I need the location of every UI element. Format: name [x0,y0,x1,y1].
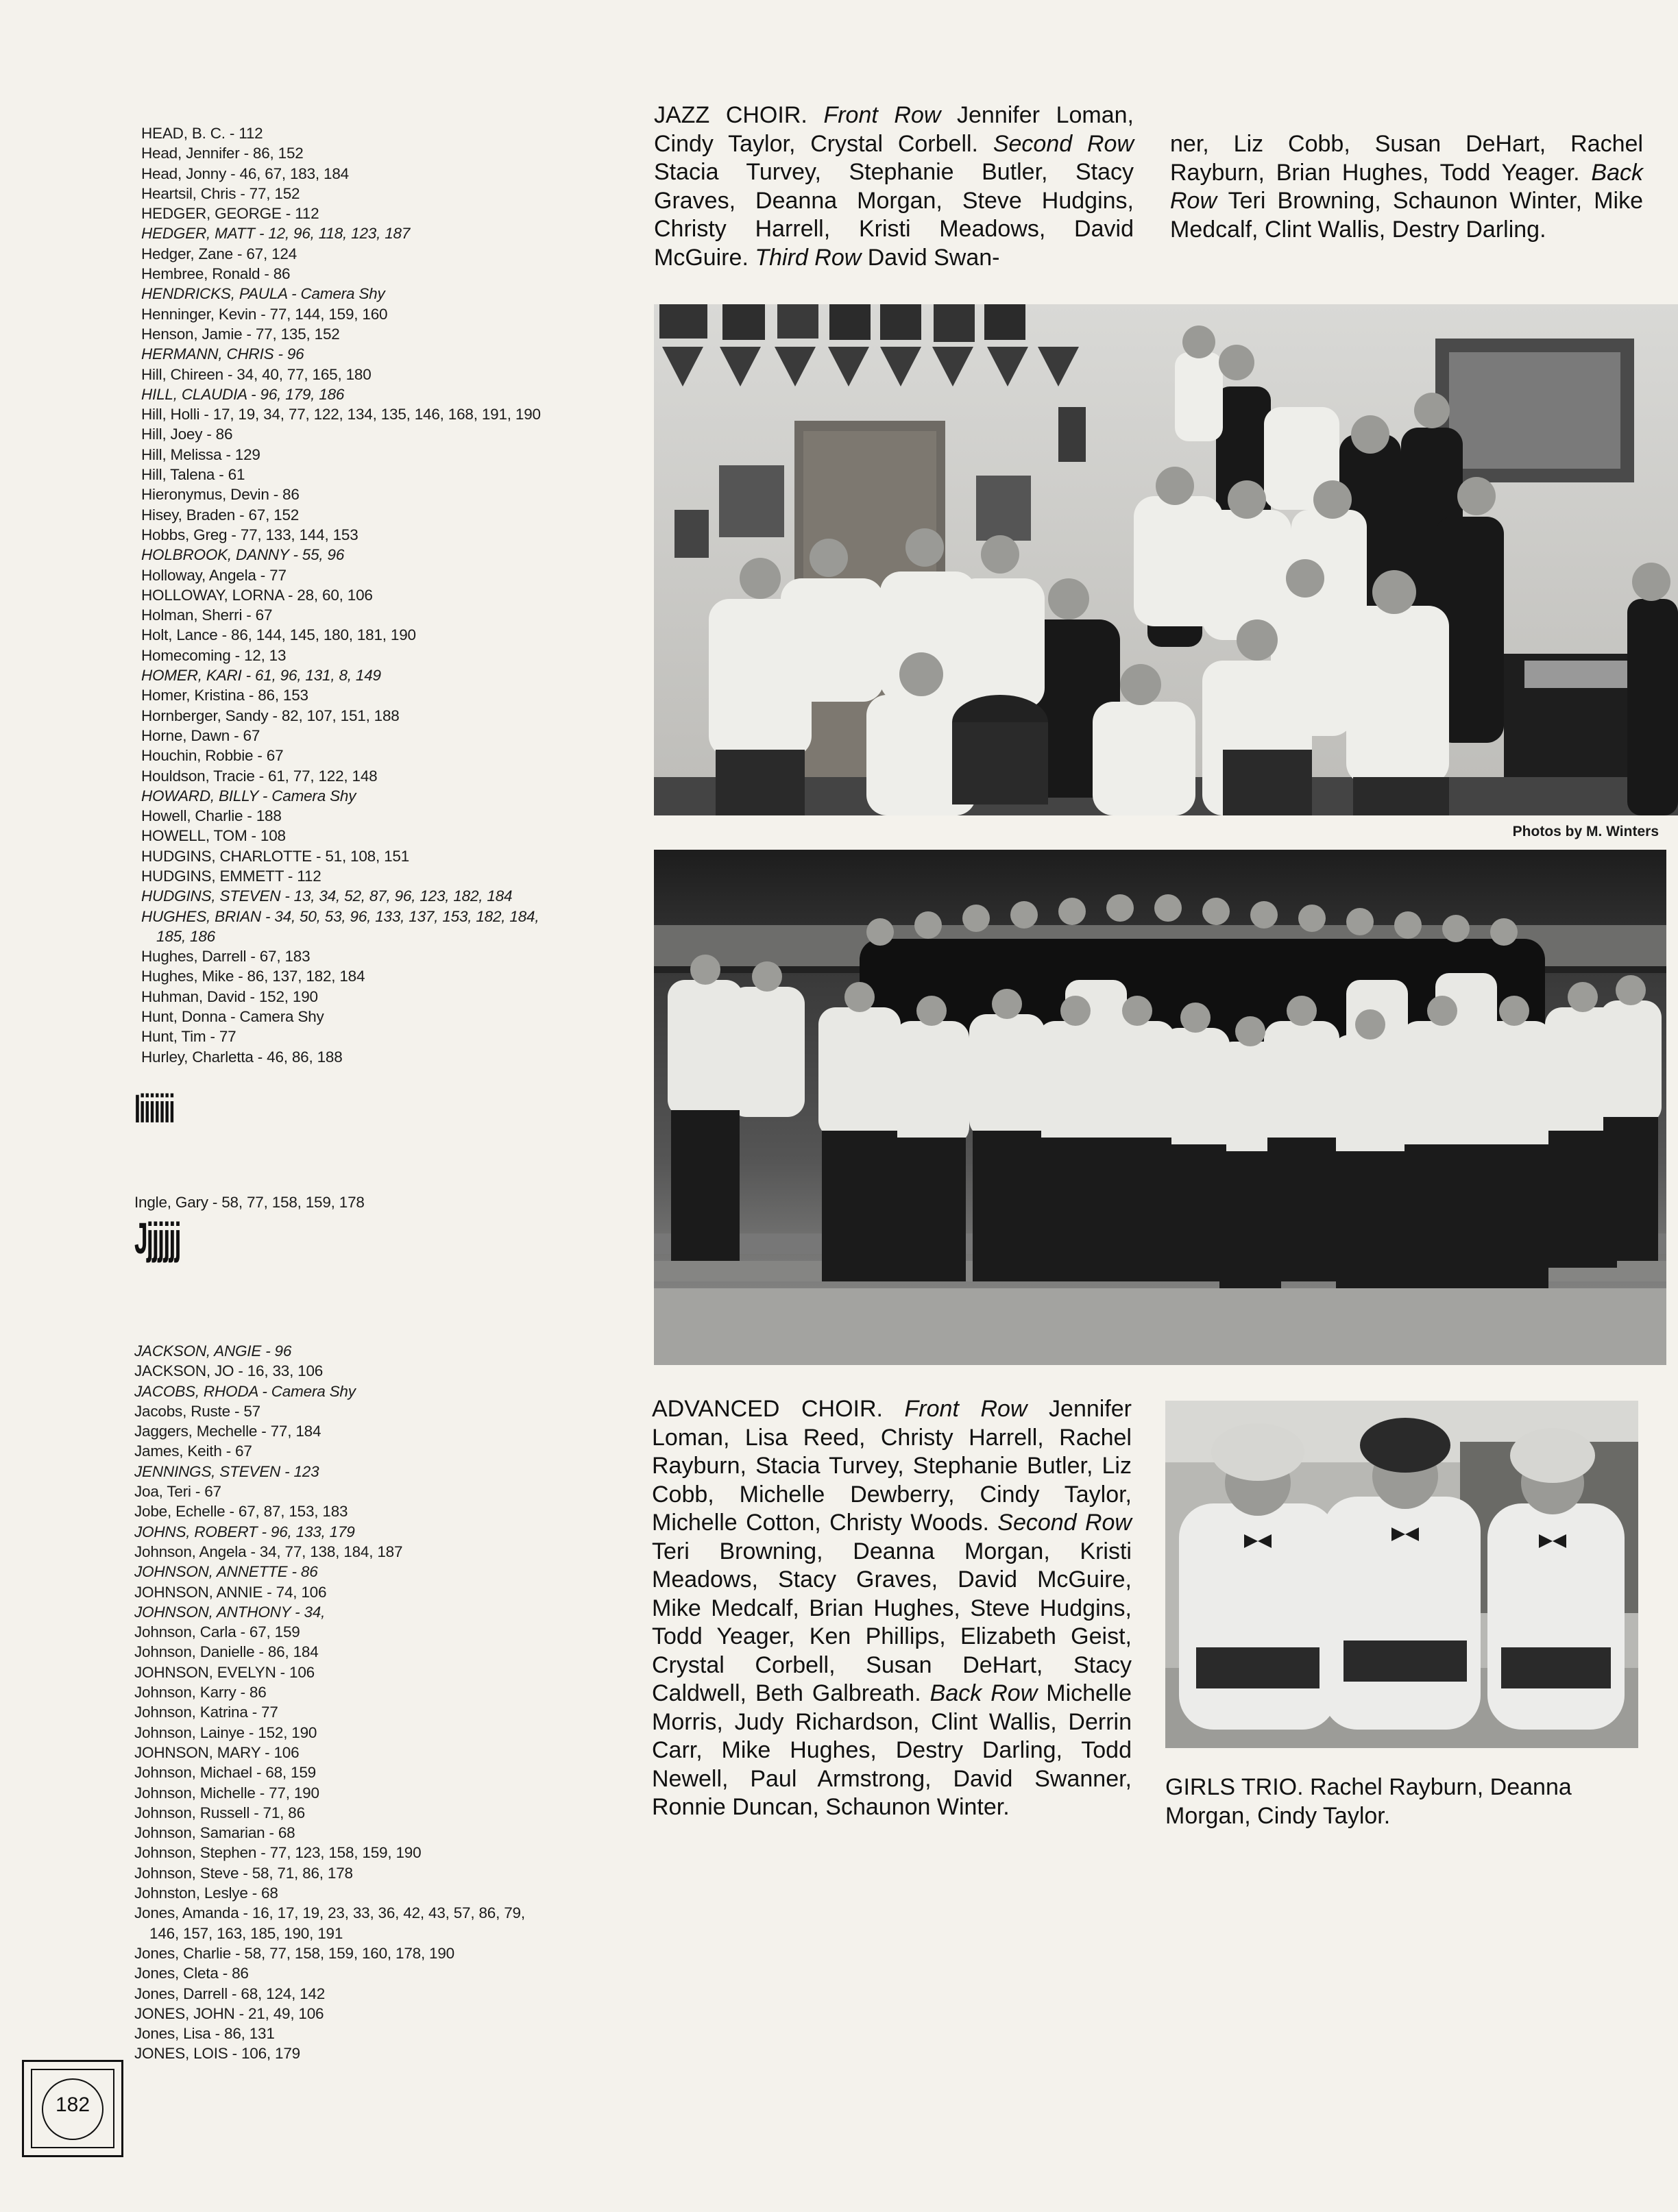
index-entry-text: HEAD, B. C. - 112 [141,125,263,142]
index-entry [141,605,621,625]
caption-row-label: Second Row [993,130,1134,157]
caption-text: Teri Browning, Deanna Morgan, Kristi Meadows, Stacy Graves, David McGuire, Mike Medcalf, Brian Hughes, Steve Hudgins, Todd Yeager, Ken Phillips, Elizabeth Geist, Crystal Corbell, Susan DeHart, Stacy Caldwell, Beth Galbreath. [652,1538,1132,1706]
index-entry-text: Head, Jonny - 46, 67, 183, 184 [141,164,349,182]
index-list-h [141,123,621,1067]
index-entry-text: JOHNSON, EVELYN - 106 [134,1663,315,1681]
index-entry [134,1743,628,1762]
index-entry-text: Houchin, Robbie - 67 [141,747,284,765]
index-entry-text: Hill, Joey - 86 [141,426,233,443]
index-entry [141,685,621,705]
index-entry [141,244,621,264]
index-entry-text: Hieronymus, Devin - 86 [141,486,300,504]
jazz-choir-photo [654,304,1678,815]
index-entry-text: JENNINGS, STEVEN - 123 [134,1462,319,1480]
index-entry [141,1047,621,1067]
index-entry-text: Johnson, Steve - 58, 71, 86, 178 [134,1864,353,1882]
index-entry-text: Hisey, Braden - 67, 152 [141,506,300,524]
section-letter-i: Iiiiiiii [134,1087,174,1131]
index-entry-text: Huhman, David - 152, 190 [141,987,318,1005]
index-entry [141,223,621,243]
caption-text: Michelle Morris, Judy Richardson, Clint Wallis, Derrin Carr, Mike Hughes, Destry Darling, Todd Newell, Paul Armstrong, David Swanner, Ronnie Duncan, Schaunon Winter. [652,1680,1132,1820]
caption-text: Stacia Turvey, Stephanie Butler, Stacy Graves, Deanna Morgan, Steve Hudgins, Christy Harrell, Kristi Meadows, David McGuire. [654,159,1134,271]
index-entry [134,1542,628,1562]
index-entry-text: Holt, Lance - 86, 144, 145, 180, 181, 190 [141,626,416,644]
index-entry-text: Howell, Charlie - 188 [141,807,282,825]
index-list-i [134,1192,614,1212]
caption-row-label: Front Row [823,102,941,128]
index-entry-text: Hunt, Donna - Camera Shy [141,1008,324,1026]
index-entry [134,1482,628,1501]
page-number-badge [22,2060,123,2157]
index-entry-text: Hughes, Darrell - 67, 183 [141,948,311,966]
advanced-choir-caption [652,1395,1132,1822]
index-entry [141,886,621,906]
index-entry-text: Johnson, Michael - 68, 159 [134,1764,316,1782]
caption-row-label: Front Row [904,1396,1028,1422]
index-entry [141,445,621,465]
index-entry [134,1963,628,1983]
index-entry [141,505,621,525]
index-entry-text: HUDGINS, EMMETT - 112 [141,867,321,885]
index-entry [134,1843,628,1863]
caption-text: Jennifer Loman, Lisa Reed, Christy Harrell, Rachel Rayburn, Stacia Turvey, Stephanie Butler, Liz Cobb, Michelle Dewberry, Cindy Taylor, Michelle Cotton, Christy Woods. [652,1396,1132,1536]
index-entry-text: Henninger, Kevin - 77, 144, 159, 160 [141,305,388,323]
index-entry-text: HENDRICKS, PAULA - Camera Shy [141,285,385,303]
index-entry [134,2024,628,2043]
index-entry-text: Holman, Sherri - 67 [141,606,273,624]
index-entry-text: Hunt, Tim - 77 [141,1028,236,1046]
index-entry [134,1883,628,1903]
index-entry [134,1361,628,1381]
index-entry-text: JACOBS, RHODA - Camera Shy [134,1382,356,1400]
index-entry-text: JACKSON, JO - 16, 33, 106 [134,1362,324,1380]
index-entry [141,525,621,545]
jazz-choir-caption-part1 [654,101,1134,272]
index-entry [141,184,621,204]
index-entry-text: Head, Jennifer - 86, 152 [141,145,304,162]
index-entry [141,726,621,746]
index-entry [141,1027,621,1046]
index-entry-text: Hobbs, Greg - 77, 133, 144, 153 [141,526,358,543]
index-entry-text: Hill, Chireen - 34, 40, 77, 165, 180 [141,365,372,383]
index-entry [141,204,621,223]
index-entry [141,424,621,444]
index-entry-text: Horne, Dawn - 67 [141,726,260,744]
index-entry-text: HOWARD, BILLY - Camera Shy [141,787,356,804]
index-entry [134,1723,628,1743]
index-entry [141,123,621,143]
index-entry-text: Ingle, Gary - 58, 77, 158, 159, 178 [134,1194,365,1211]
index-entry-continuation: 146, 157, 163, 185, 190, 191 [149,1924,343,1942]
index-entry-text: Homer, Kristina - 86, 153 [141,687,308,704]
index-entry-text: Holloway, Angela - 77 [141,566,287,584]
index-entry-text: Hill, Melissa - 129 [141,445,260,463]
index-entry [134,1682,628,1702]
index-entry-text: James, Keith - 67 [134,1442,252,1460]
index-entry-text: Johnston, Leslye - 68 [134,1884,278,1902]
index-entry-text: Hembree, Ronald - 86 [141,265,291,283]
index-entry [134,1783,628,1803]
index-entry [134,1622,628,1642]
index-entry-text: Jones, Cleta - 86 [134,1965,249,1982]
index-entry [134,1863,628,1883]
index-entry-text: JACKSON, ANGIE - 96 [134,1342,292,1360]
index-entry [141,907,621,947]
index-entry [134,1401,628,1421]
index-entry-text: Johnson, Carla - 67, 159 [134,1623,300,1641]
index-entry-text: JONES, JOHN - 21, 49, 106 [134,2004,324,2022]
index-entry-text: HOLLOWAY, LORNA - 28, 60, 106 [141,586,373,604]
page-number: 182 [55,2093,90,2116]
index-entry [141,625,621,645]
index-entry-text: JOHNS, ROBERT - 96, 133, 179 [134,1523,355,1540]
index-entry [141,284,621,304]
index-entry-text: Henson, Jamie - 77, 135, 152 [141,325,340,343]
index-entry [134,1642,628,1662]
index-entry-text: Jaggers, Mechelle - 77, 184 [134,1423,321,1440]
index-entry-text: Homecoming - 12, 13 [141,646,287,664]
index-entry [134,1522,628,1542]
index-entry [134,1702,628,1722]
index-entry-text: HEDGER, GEORGE - 112 [141,205,319,223]
index-entry-text: Hill, Talena - 61 [141,466,245,484]
caption-text: JAZZ CHOIR. [654,102,824,128]
index-entry [134,1602,628,1622]
index-entry-text: Johnson, Russell - 71, 86 [134,1804,305,1821]
index-entry-text: Jones, Darrell - 68, 124, 142 [134,1984,326,2002]
index-entry-text: JOHNSON, ANNETTE - 86 [134,1563,318,1581]
index-entry [134,1803,628,1823]
index-entry [141,324,621,344]
index-entry-text: Jones, Charlie - 58, 77, 158, 159, 160, 178, 190 [134,1944,454,1962]
index-entry [134,1903,628,1943]
index-entry [141,987,621,1007]
index-entry [141,665,621,685]
index-entry-text: Jones, Lisa - 86, 131 [134,2025,275,2043]
index-entry-text: HOMER, KARI - 61, 96, 131, 8, 149 [141,667,381,685]
index-entry [134,1501,628,1521]
girls-trio-photo [1165,1401,1638,1748]
index-entry-text: Heartsil, Chris - 77, 152 [141,184,300,202]
index-entry [134,2043,628,2063]
index-entry-text: HOLBROOK, DANNY - 55, 96 [141,546,345,564]
index-entry [141,565,621,585]
index-entry [141,946,621,966]
index-entry-text: Jones, Amanda - 16, 17, 19, 23, 33, 36, 42, 43, 57, 86, 79, [134,1904,525,1922]
index-entry-text: Houldson, Tracie - 61, 77, 122, 148 [141,767,378,785]
photo-credit: Photos by M. Winters [1512,824,1659,839]
caption-text: Jennifer Loman, Cindy Taylor, Crystal Corbell. [654,102,1134,157]
index-entry [141,826,621,846]
index-entry-text: Johnson, Michelle - 77, 190 [134,1784,319,1802]
index-entry [141,143,621,163]
index-entry [134,1662,628,1682]
index-entry [141,164,621,184]
index-entry-text: JONES, LOIS - 106, 179 [134,2045,300,2063]
index-entry-text: Hornberger, Sandy - 82, 107, 151, 188 [141,706,400,724]
index-entry [141,1007,621,1027]
index-entry-text: HOWELL, TOM - 108 [141,827,286,845]
index-entry [141,465,621,484]
index-entry [134,1192,614,1212]
index-entry [141,706,621,726]
index-entry [141,766,621,786]
index-entry-text: Hill, Holli - 17, 19, 34, 77, 122, 134, 135, 146, 168, 191, 190 [141,406,541,423]
caption-row-label: Third Row [755,244,862,271]
index-entry [141,344,621,364]
index-entry-text: Johnson, Lainye - 152, 190 [134,1723,317,1741]
index-entry-text: Johnson, Stephen - 77, 123, 158, 159, 190 [134,1844,422,1862]
index-entry-text: Jacobs, Ruste - 57 [134,1402,260,1420]
index-entry [134,1762,628,1782]
index-entry [141,746,621,765]
girls-trio-caption: GIRLS TRIO. Rachel Rayburn, Deanna Morgan, Cindy Taylor. [1165,1774,1572,1829]
index-entry-text: Jobe, Echelle - 67, 87, 153, 183 [134,1503,348,1521]
section-letter-j: Jjjjjjj [134,1214,180,1263]
advanced-choir-photo [654,850,1666,1365]
index-entry [141,484,621,504]
index-entry [141,966,621,986]
index-entry-text: JOHNSON, ANTHONY - 34, [134,1603,326,1621]
index-entry [141,404,621,424]
index-entry [141,585,621,605]
index-entry [134,1823,628,1843]
index-entry [141,786,621,806]
index-entry [141,384,621,404]
index-entry [134,1441,628,1461]
index-entry [134,1341,628,1361]
index-entry [134,1562,628,1582]
index-entry [141,646,621,665]
index-entry-text: HUDGINS, STEVEN - 13, 34, 52, 87, 96, 123, 182, 184 [141,887,513,905]
index-entry-text: HEDGER, MATT - 12, 96, 118, 123, 187 [141,225,411,243]
index-entry-text: Johnson, Karry - 86 [134,1684,267,1701]
index-entry-text: HILL, CLAUDIA - 96, 179, 186 [141,385,345,403]
jazz-choir-caption-part2 [1170,130,1643,244]
index-entry [141,545,621,565]
index-entry-text: Johnson, Samarian - 68 [134,1824,295,1842]
index-entry-text: Johnson, Angela - 34, 77, 138, 184, 187 [134,1543,403,1560]
index-entry [141,866,621,886]
index-entry [141,846,621,866]
caption-text: Teri Browning, Schaunon Winter, Mike Medcalf, Clint Wallis, Destry Darling. [1170,188,1643,243]
index-entry-text: HERMANN, CHRIS - 96 [141,345,304,363]
index-entry-text: Hedger, Zane - 67, 124 [141,245,297,262]
index-entry-text: JOHNSON, MARY - 106 [134,1743,300,1761]
index-entry-text: Johnson, Katrina - 77 [134,1704,278,1721]
index-entry-text: Joa, Teri - 67 [134,1483,221,1501]
caption-row-label: Back Row [1170,159,1643,214]
caption-text: ner, Liz Cobb, Susan DeHart, Rachel Rayburn, Brian Hughes, Todd Yeager. [1170,131,1643,186]
index-entry-text: Hughes, Mike - 86, 137, 182, 184 [141,968,365,985]
index-entry [134,1943,628,1963]
index-entry-text: Hurley, Charletta - 46, 86, 188 [141,1048,343,1066]
index-entry [141,806,621,826]
index-entry-continuation: 185, 186 [156,927,215,945]
index-entry-text: Johnson, Danielle - 86, 184 [134,1643,319,1661]
index-list-j [134,1341,628,2064]
index-entry [134,1421,628,1441]
index-entry [134,1462,628,1482]
index-entry [134,1582,628,1602]
index-entry-text: HUGHES, BRIAN - 34, 50, 53, 96, 133, 137, 153, 182, 184, [141,907,539,925]
index-entry-text: HUDGINS, CHARLOTTE - 51, 108, 151 [141,847,410,865]
index-entry [134,1984,628,2004]
index-entry [134,1381,628,1401]
index-entry [141,365,621,384]
index-entry [141,304,621,324]
caption-text: David Swan- [861,244,1000,271]
caption-text: ADVANCED CHOIR. [652,1396,905,1422]
caption-row-label: Second Row [997,1510,1132,1536]
index-entry-text: JOHNSON, ANNIE - 74, 106 [134,1583,327,1601]
caption-row-label: Back Row [929,1680,1038,1706]
index-entry [141,264,621,284]
index-entry [134,2004,628,2024]
